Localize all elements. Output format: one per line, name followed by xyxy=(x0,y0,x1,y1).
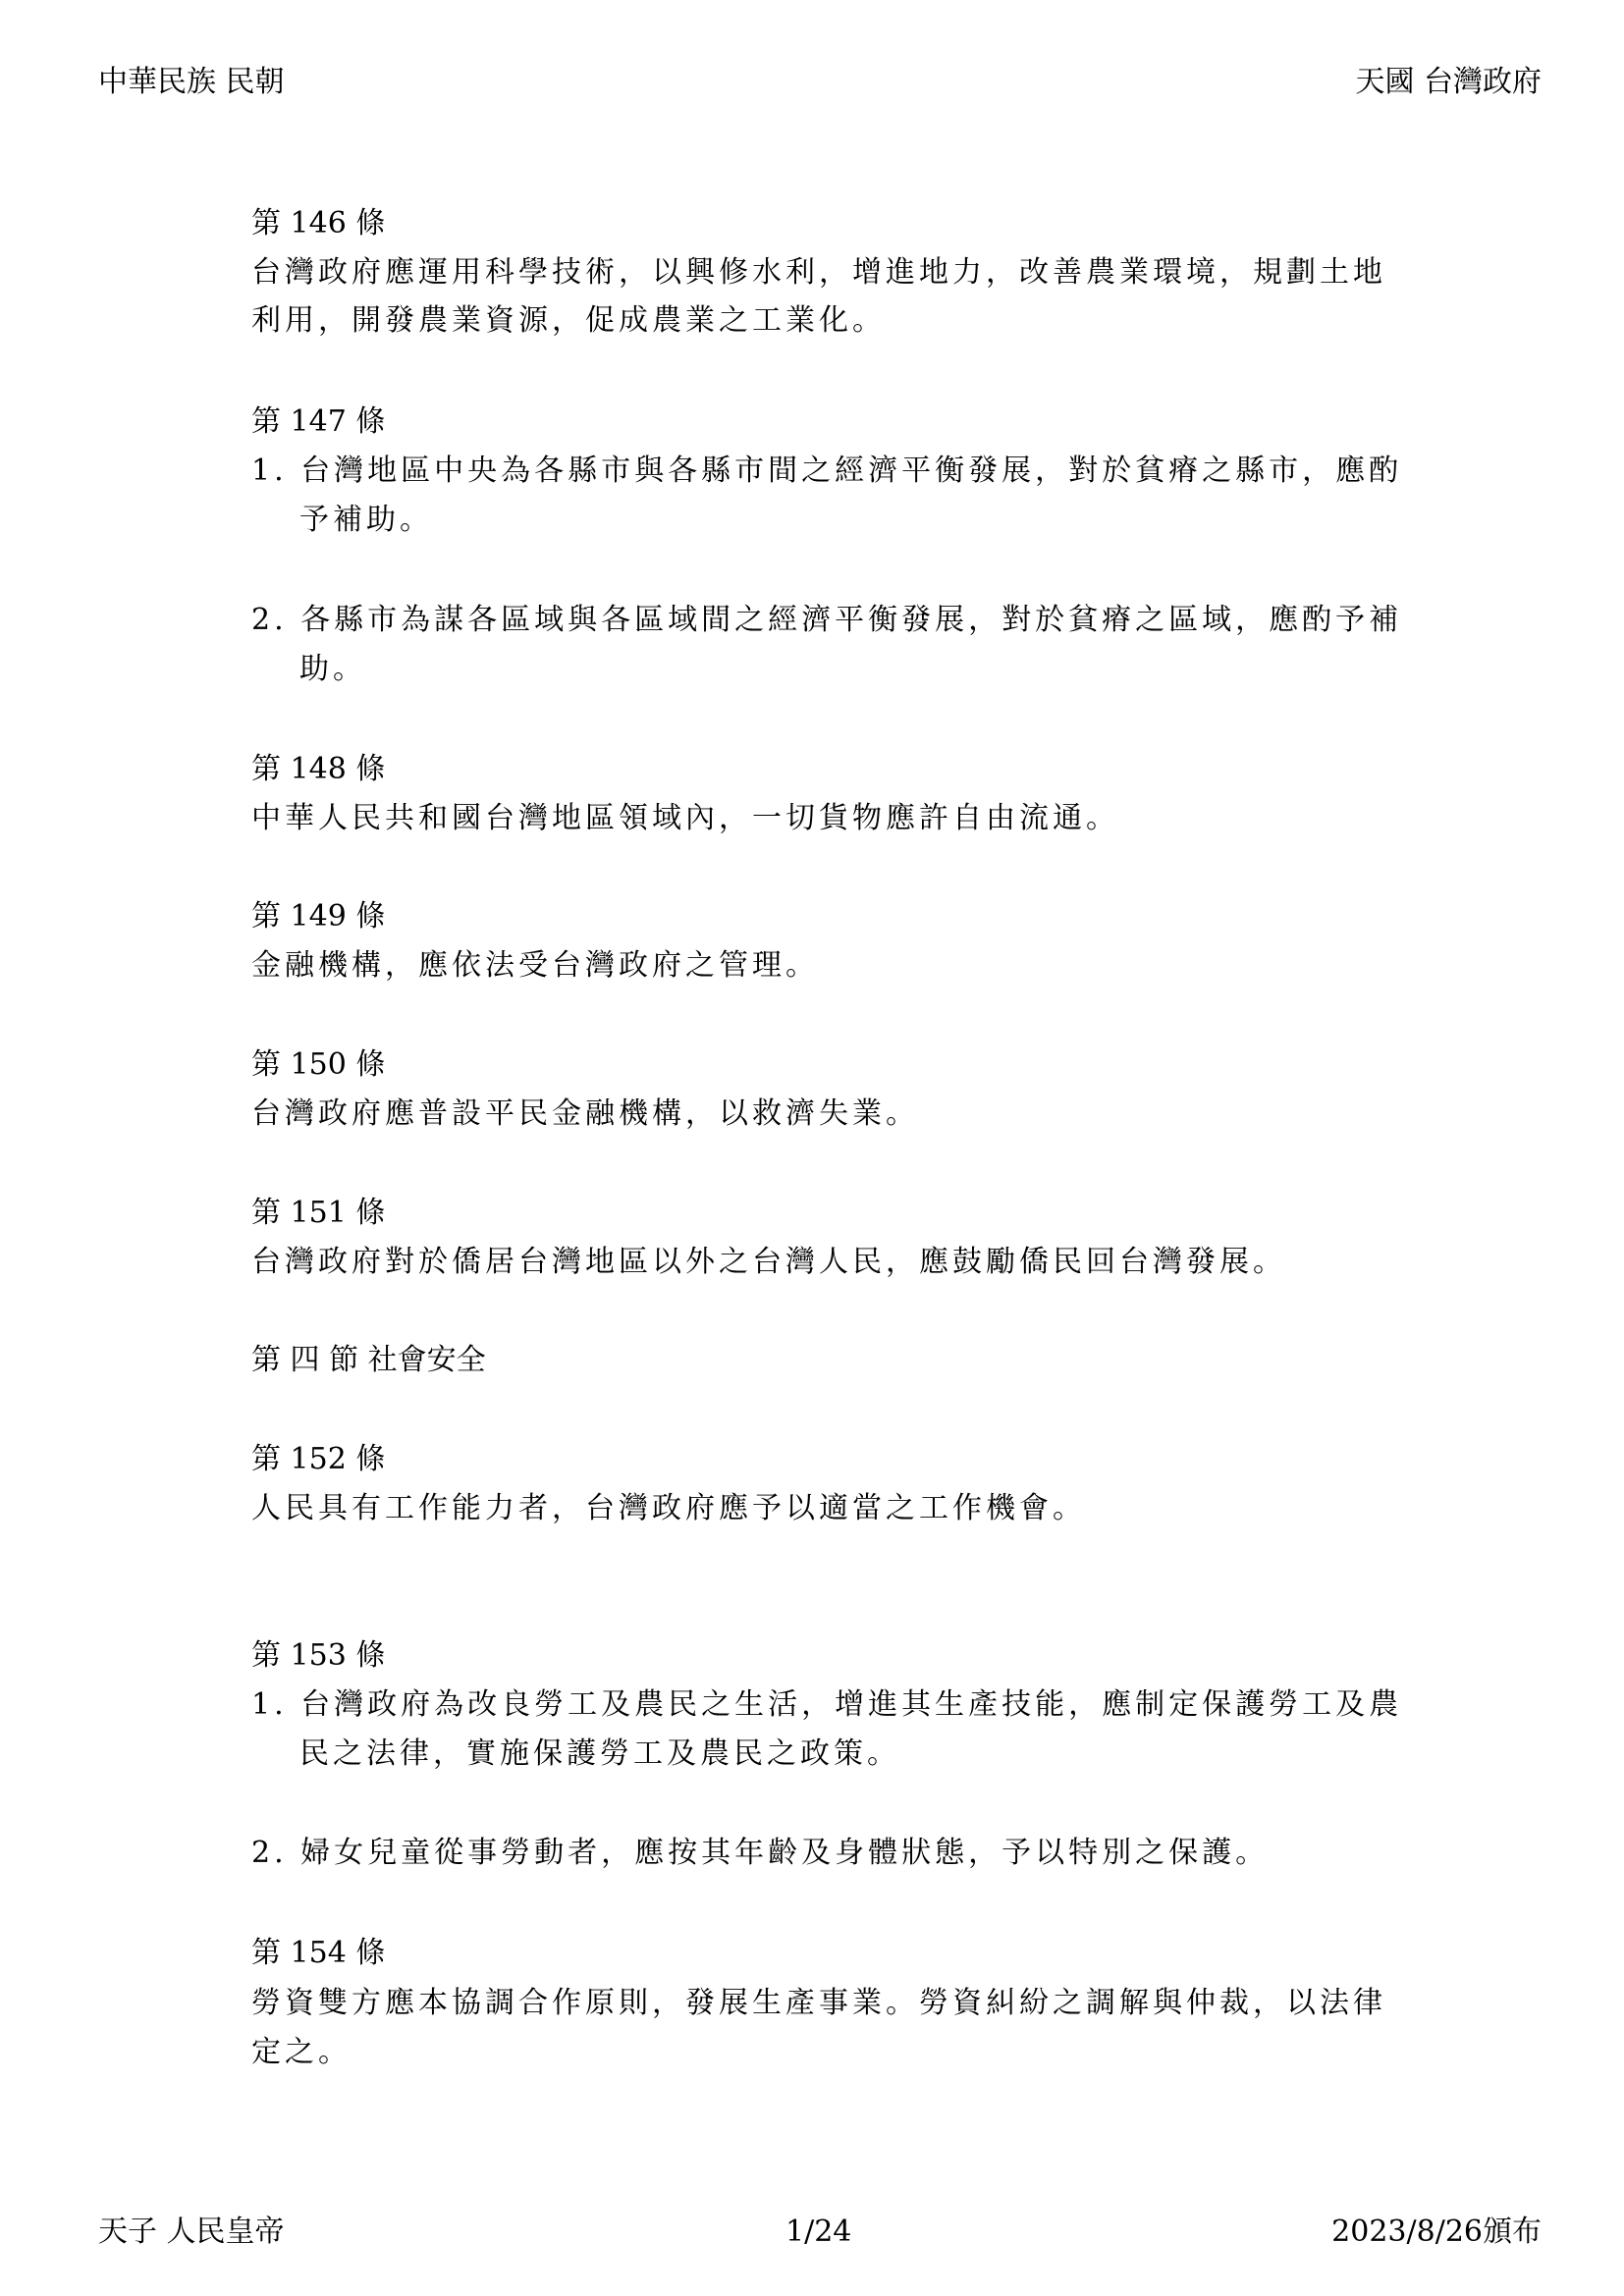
article-147-item-2: 助。 xyxy=(299,652,366,686)
article-151-text: 台灣政府對於僑居台灣地區以外之台灣人民，應鼓勵僑民回台灣發展。 xyxy=(251,1245,1286,1279)
article-154-title: 第 154 條 xyxy=(251,1936,386,1970)
article-153-item-1: 1. 台灣政府為改良勞工及農民之生活，增進其生產技能，應制定保護勞工及農 xyxy=(251,1687,1403,1722)
article-146-title: 第 146 條 xyxy=(251,206,386,240)
article-150-text: 台灣政府應普設平民金融機構，以救濟失業。 xyxy=(251,1096,919,1131)
article-147-item-1: 予補助。 xyxy=(299,503,433,537)
article-148-text: 中華人民共和國台灣地區領域內，一切貨物應許自由流通。 xyxy=(251,801,1119,835)
article-146-text: 台灣政府應運用科學技術，以興修水利，增進地力，改善農業環境，規劃土地 xyxy=(251,255,1386,290)
article-149-text: 金融機構，應依法受台灣政府之管理。 xyxy=(251,948,819,983)
article-146-text: 利用，開發農業資源，促成農業之工業化。 xyxy=(251,303,886,338)
article-151-title: 第 151 條 xyxy=(251,1196,386,1230)
article-153-title: 第 153 條 xyxy=(251,1638,386,1673)
article-153-item-2: 2. 婦女兒童從事勞動者，應按其年齡及身體狀態，予以特別之保護。 xyxy=(251,1836,1270,1870)
article-149-title: 第 149 條 xyxy=(251,899,386,934)
article-147-title: 第 147 條 xyxy=(251,404,386,439)
article-154-text: 定之。 xyxy=(251,2035,352,2069)
article-152-text: 人民具有工作能力者，台灣政府應予以適當之工作機會。 xyxy=(251,1491,1086,1525)
article-147-item-2: 2. 各縣市為謀各區域與各區域間之經濟平衡發展，對於貧瘠之區域，應酌予補 xyxy=(251,603,1403,637)
section-heading: 第 四 節 社會安全 xyxy=(251,1343,486,1377)
article-152-title: 第 152 條 xyxy=(251,1442,386,1476)
article-154-text: 勞資雙方應本協調合作原則，發展生產事業。勞資糾紛之調解與仲裁，以法律 xyxy=(251,1986,1386,2020)
article-153-item-1: 民之法律，實施保護勞工及農民之政策。 xyxy=(299,1736,900,1771)
page-number: 1/24 xyxy=(785,2215,852,2249)
footer-left: 天子 人民皇帝 xyxy=(98,2215,285,2249)
article-147-item-1: 1. 台灣地區中央為各縣市與各縣市間之經濟平衡發展，對於貧瘠之縣市，應酌 xyxy=(251,454,1403,488)
article-150-title: 第 150 條 xyxy=(251,1047,386,1082)
footer-date: 2023/8/26頒布 xyxy=(1331,2215,1542,2249)
article-148-title: 第 148 條 xyxy=(251,752,386,786)
header-left: 中華民族 民朝 xyxy=(98,65,285,99)
header-right: 天國 台灣政府 xyxy=(1355,65,1542,99)
